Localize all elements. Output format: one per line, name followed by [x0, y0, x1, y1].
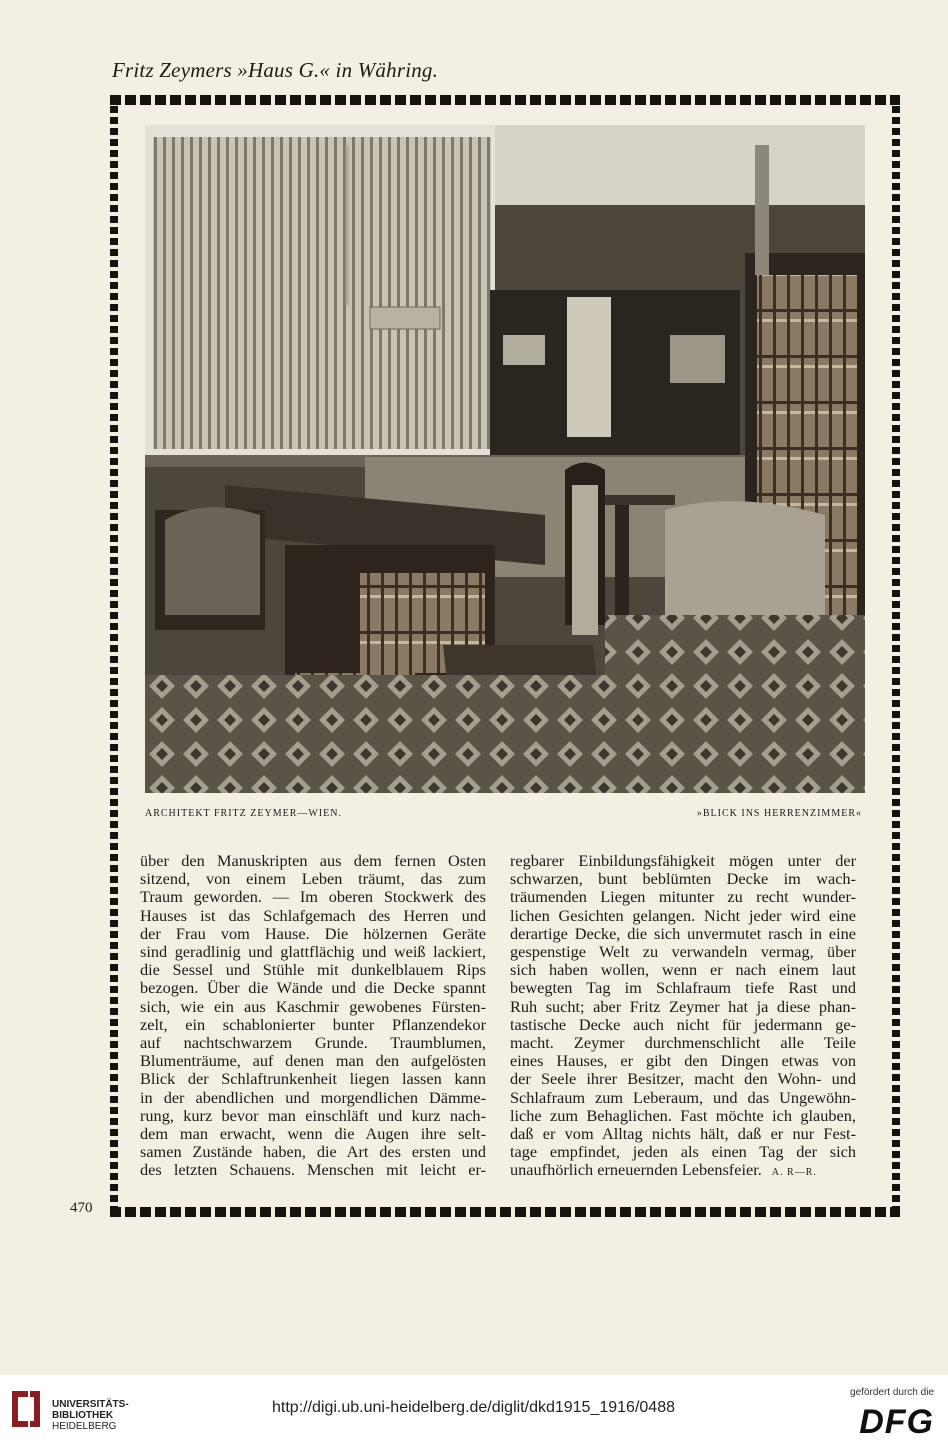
library-line-1: UNIVERSITÄTS-	[52, 1399, 129, 1410]
text-line: sich haben wollen, wenn er nach einem laut	[510, 960, 856, 980]
text-line: tage empfindet, jeden als einen Tag der sich	[510, 1142, 856, 1162]
text-line: Hauses ist das Schlafgemach des Herren und	[140, 905, 486, 925]
author-signature: A. R—R.	[771, 1167, 817, 1179]
text-line: bewegten Tag im Schlafraum tiefe Rast und	[510, 978, 856, 998]
text-line: die Sessel und Stühle mit dunkelblauem Rips	[140, 960, 486, 980]
border-top	[110, 95, 900, 105]
text-line: dem man erwacht, wenn die Augen ihre selt-	[140, 1124, 486, 1144]
text-line: bezogen. Über die Wände und die Decke spannt	[140, 978, 486, 998]
text-line: zelt, ein schablonierter bunter Pflanzendekor	[140, 1014, 486, 1034]
border-bottom	[110, 1207, 900, 1217]
library-line-3: HEIDELBERG	[52, 1421, 117, 1432]
funded-by-label: gefördert durch die	[850, 1387, 934, 1398]
library-line-2: BIBLIOTHEK	[52, 1410, 114, 1421]
text-line: sind geradlinig und glattflächig und weiß lackiert,	[140, 942, 486, 962]
page-number: 470	[70, 1200, 93, 1216]
text-line: sich, wie ein aus Kaschmir gewobenes Fürsten-	[140, 996, 486, 1016]
text-line: sitzend, von einem Leben träumt, das zum	[140, 869, 486, 889]
text-line: Blick der Schlaftrunkenheit liegen lassen kann	[140, 1069, 486, 1089]
text-column-right	[510, 852, 856, 1183]
text-line: liche zum Behaglichen. Fast möchte ich glauben,	[510, 1105, 856, 1125]
text-line: träumenden Liegen mitunter zu recht wunder-	[510, 887, 856, 907]
text-line: rung, kurz bevor man einschläft und kurz nach-	[140, 1105, 486, 1125]
university-library-logo-icon	[8, 1387, 44, 1431]
text-line: der Frau vom Hause. Die hölzernen Geräte	[140, 923, 486, 943]
text-line: tastische Decke auch nicht für jedermann ge-	[510, 1014, 856, 1034]
text-line: eines Hauses, er gibt den Dingen etwas von	[510, 1051, 856, 1071]
border-left	[110, 95, 118, 1217]
text-line: der Seele ihrer Besitzer, macht den Wohn- und	[510, 1069, 856, 1089]
text-line: Ruh sucht; aber Fritz Zeymer hat ja diese phan-	[510, 996, 856, 1016]
border-right	[892, 95, 900, 1217]
final-line-text: unaufhörlich erneuernden Lebensfeier.	[510, 1160, 762, 1180]
text-line: macht. Zeymer durchmenschlicht alle Teile	[510, 1033, 856, 1053]
text-line: Schlafraum zum Leberaum, und das Ungewöhn-	[510, 1087, 856, 1107]
text-line: schwarzen, bunt beblümten Decke im wach-	[510, 869, 856, 889]
text-line: gespenstige Welt zu verwandeln vermag, über	[510, 942, 856, 962]
text-line-final	[510, 1161, 856, 1182]
text-line: regbarer Einbildungsfähigkeit mögen unter der	[510, 851, 856, 870]
library-name	[52, 1399, 129, 1432]
photo-caption-architect: ARCHITEKT FRITZ ZEYMER—WIEN.	[145, 808, 342, 819]
permalink-url[interactable]: http://digi.ub.uni-heidelberg.de/diglit/dkd1915_1916/0488	[272, 1399, 675, 1416]
text-line: auf nachtschwarzem Grunde. Traumblumen,	[140, 1033, 486, 1053]
text-line: Traum geworden. — Im oberen Stockwerk des	[140, 887, 486, 907]
photo-illustration	[145, 125, 865, 793]
photo-caption-title: »BLICK INS HERRENZIMMER«	[696, 808, 862, 819]
text-line: samen Zustände haben, die Art des ersten und	[140, 1142, 486, 1162]
text-line: in der abendlichen und morgendlichen Dämme-	[140, 1087, 486, 1107]
dfg-logo: DFG	[859, 1403, 934, 1441]
interior-photograph	[145, 125, 865, 793]
text-line: über den Manuskripten aus dem fernen Osten	[140, 851, 486, 870]
digitization-footer	[0, 1375, 948, 1450]
text-line: Blumenträume, auf denen man den aufgelösten	[140, 1051, 486, 1071]
text-line: des letzten Schauens. Menschen mit leicht er-	[140, 1160, 486, 1180]
text-line: daß er vom Alltag nichts hält, daß er nur Fest-	[510, 1124, 856, 1144]
text-column-left	[140, 852, 486, 1180]
text-line: derartige Decke, die sich unvermutet rasch in eine	[510, 923, 856, 943]
running-head: Fritz Zeymers »Haus G.« in Währing.	[112, 58, 439, 82]
text-line: lichen Gesichten gelangen. Nicht jeder wird eine	[510, 905, 856, 925]
